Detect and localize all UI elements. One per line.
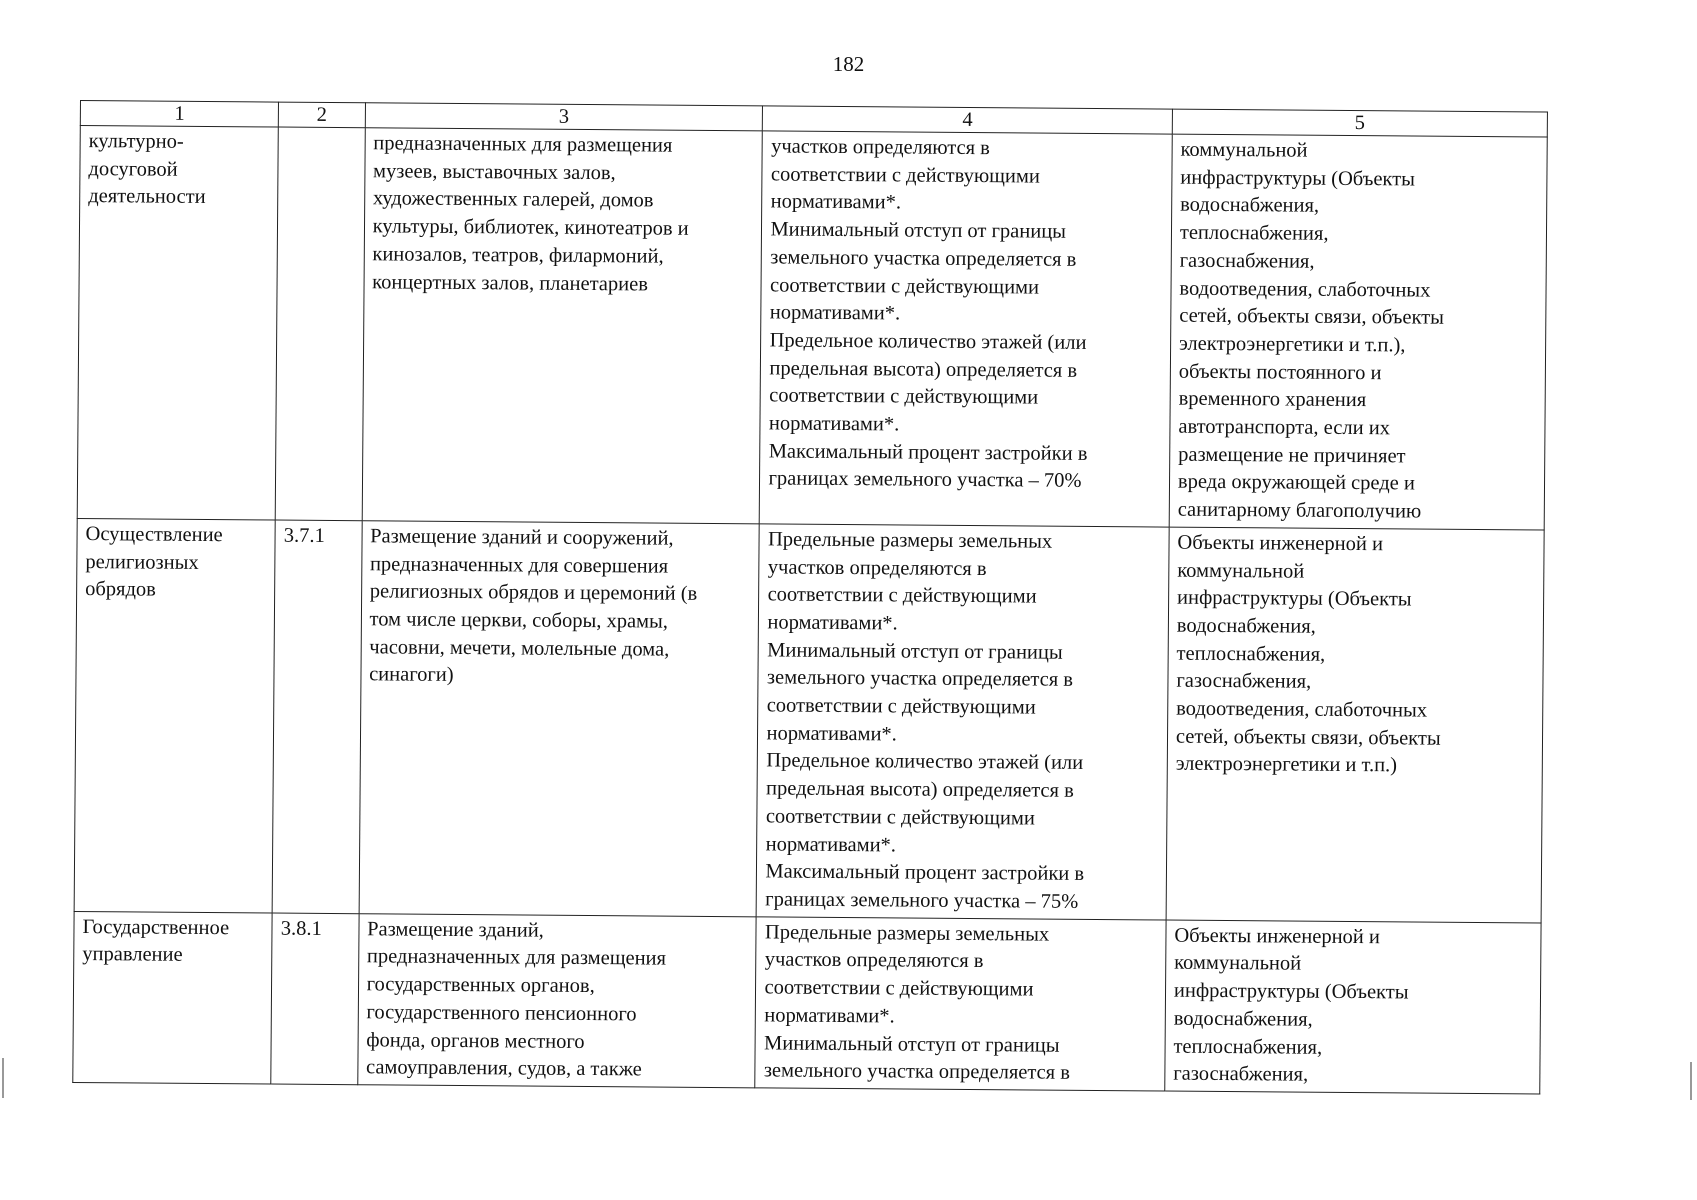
text-line: предельная высота) определяется в (766, 777, 1074, 802)
text-line: Максимальный процент застройки в (765, 860, 1085, 886)
text-line: нормативами*. (764, 1004, 895, 1028)
use-code-cell: 3.7.1 (272, 520, 361, 914)
text-line: нормативами*. (765, 832, 897, 857)
auxiliary-uses-cell (1165, 920, 1541, 1094)
header-col-3: 3 (365, 103, 763, 131)
text-line: Предельное количество этажей (или (766, 749, 1084, 775)
text-line: нормативами*. (766, 722, 897, 746)
text-line: Предельные размеры земельных (764, 921, 1050, 946)
use-code-cell (275, 127, 364, 521)
auxiliary-uses-cell (1169, 134, 1547, 530)
page-number: 182 (832, 52, 865, 76)
text-line: синагоги) (369, 663, 454, 687)
text-line: объекты постоянного и (1178, 360, 1382, 384)
text-line: санитарному благополучию (1177, 498, 1422, 523)
text-line: инфраструктуры (Объекты (1173, 979, 1409, 1004)
header-col-5: 5 (1172, 109, 1547, 137)
text-line: музеев, выставочных залов, (372, 160, 616, 184)
text-line: соответствии с действующими (769, 273, 1040, 299)
text-line: коммунальной (1174, 952, 1302, 976)
text-line: газоснабжения, (1176, 669, 1312, 694)
use-description-cell (362, 128, 763, 524)
parameters-cell (760, 131, 1173, 527)
text-line: кинозалов, театров, филармоний, (372, 243, 664, 268)
text-line: деятельности (88, 185, 206, 209)
text-line: соответствии с действующими (765, 805, 1035, 830)
text-line: участков определяются в (767, 555, 987, 580)
text-line: Объекты инженерной и (1174, 924, 1380, 948)
text-line: соответствии с действующими (769, 384, 1039, 409)
text-line: религиозных обрядов и церемоний (в (369, 580, 698, 606)
text-line: Минимальный отступ от границы (767, 639, 1063, 664)
text-line: сетей, объекты связи, объекты (1179, 304, 1445, 329)
text-line: предназначенных для размещения (373, 132, 673, 157)
text-line: газоснабжения, (1173, 1062, 1309, 1086)
text-line: коммунальной (1177, 559, 1305, 583)
parameters-cell (755, 917, 1166, 1091)
text-line: нормативами*. (767, 611, 898, 635)
use-description-cell (357, 913, 756, 1087)
text-line: Максимальный процент застройки в (768, 440, 1088, 465)
text-line: часовни, мечети, молельные дома, (369, 635, 670, 661)
text-line: Предельные размеры земельных (767, 528, 1053, 553)
text-line: культуры, библиотек, кинотеатров и (372, 215, 689, 240)
use-code-cell: 3.8.1 (271, 913, 359, 1085)
table-row (77, 126, 1547, 530)
use-name-cell (73, 911, 273, 1084)
text-line: Объекты инженерной и (1177, 531, 1384, 556)
header-col-4: 4 (763, 106, 1173, 134)
text-line: границах земельного участка – 75% (765, 888, 1079, 913)
text-line: газоснабжения, (1179, 249, 1315, 273)
text-line: художественных галерей, домов (372, 187, 654, 212)
scan-edge-mark (1690, 1062, 1692, 1100)
text-line: водоснабжения, (1173, 1007, 1313, 1031)
text-line: Осуществление (85, 522, 223, 546)
text-line: инфраструктуры (Объекты (1176, 586, 1412, 611)
text-line: предназначенных для совершения (369, 552, 669, 578)
text-line: государственного пенсионного (366, 1001, 637, 1026)
text-line: участков определяются в (764, 948, 984, 973)
text-line: предельная высота) определяется в (769, 357, 1078, 382)
text-line: управление (82, 943, 183, 967)
text-line: досуговой (88, 157, 178, 181)
text-line: нормативами*. (768, 412, 900, 436)
text-line: автотранспорта, если их (1178, 415, 1391, 440)
text-line: Государственное (82, 915, 230, 939)
text-line: инфраструктуры (Объекты (1180, 166, 1415, 191)
text-line: фонда, органов местного (366, 1028, 585, 1053)
header-col-2: 2 (279, 102, 366, 128)
text-line: нормативами*. (770, 190, 902, 214)
text-line: земельного участка определяется в (763, 1059, 1071, 1085)
text-line: электроэнергетики и т.п.), (1178, 332, 1406, 357)
use-name-cell (77, 126, 278, 520)
text-line: электроэнергетики и т.п.) (1175, 753, 1398, 777)
text-line: вреда окружающей среде и (1177, 471, 1415, 495)
table-body (73, 126, 1547, 1094)
text-line: земельного участка определяется в (766, 666, 1074, 692)
parameters-cell (757, 524, 1170, 920)
text-line: временного хранения (1178, 387, 1367, 412)
text-line: Предельное количество этажей (или (769, 329, 1087, 354)
text-line: границах земельного участка – 70% (768, 467, 1082, 493)
text-line: Минимальный отступ от границы (764, 1031, 1060, 1057)
text-line: участков определяются в (771, 135, 990, 160)
text-line: теплоснабжения, (1179, 221, 1329, 245)
text-line: соответствии с действующими (764, 976, 1034, 1001)
text-line: культурно- (88, 130, 184, 153)
text-line: земельного участка определяется в (770, 246, 1077, 271)
text-line: религиозных (85, 550, 199, 574)
text-line: концертных залов, планетариев (372, 270, 649, 295)
text-line: том числе церкви, соборы, храмы, (369, 608, 669, 633)
text-line: водоотведения, слаботочных (1176, 697, 1428, 722)
text-line: водоотведения, слаботочных (1179, 277, 1431, 302)
text-line: соответствии с действующими (766, 694, 1036, 719)
table-row (74, 518, 1544, 922)
text-line: нормативами*. (769, 301, 901, 325)
text-line: обрядов (85, 578, 156, 601)
text-line: сетей, объекты связи, объекты (1175, 725, 1441, 750)
auxiliary-uses-cell (1166, 527, 1544, 923)
use-description-cell (359, 521, 760, 917)
land-use-table (72, 100, 1548, 1094)
text-line: Размещение зданий, (367, 917, 544, 942)
text-line: государственных органов, (366, 973, 595, 998)
text-line: соответствии с действующими (767, 583, 1037, 608)
text-line: водоснабжения, (1176, 614, 1316, 638)
text-line: Размещение зданий и сооружений, (370, 525, 674, 550)
text-line: самоуправления, судов, а также (365, 1056, 642, 1081)
text-line: размещение не причиняет (1178, 443, 1406, 468)
text-line: коммунальной (1180, 138, 1308, 162)
text-line: теплоснабжения, (1173, 1035, 1323, 1059)
scan-edge-mark (2, 1058, 4, 1098)
text-line: соответствии с действующими (770, 163, 1040, 188)
text-line: водоснабжения, (1180, 194, 1320, 218)
text-line: теплоснабжения, (1176, 642, 1326, 666)
table-row (73, 911, 1541, 1094)
text-line: предназначенных для размещения (366, 945, 667, 971)
use-name-cell (74, 518, 275, 912)
text-line: Минимальный отступ от границы (770, 218, 1067, 243)
header-col-1: 1 (80, 101, 278, 128)
